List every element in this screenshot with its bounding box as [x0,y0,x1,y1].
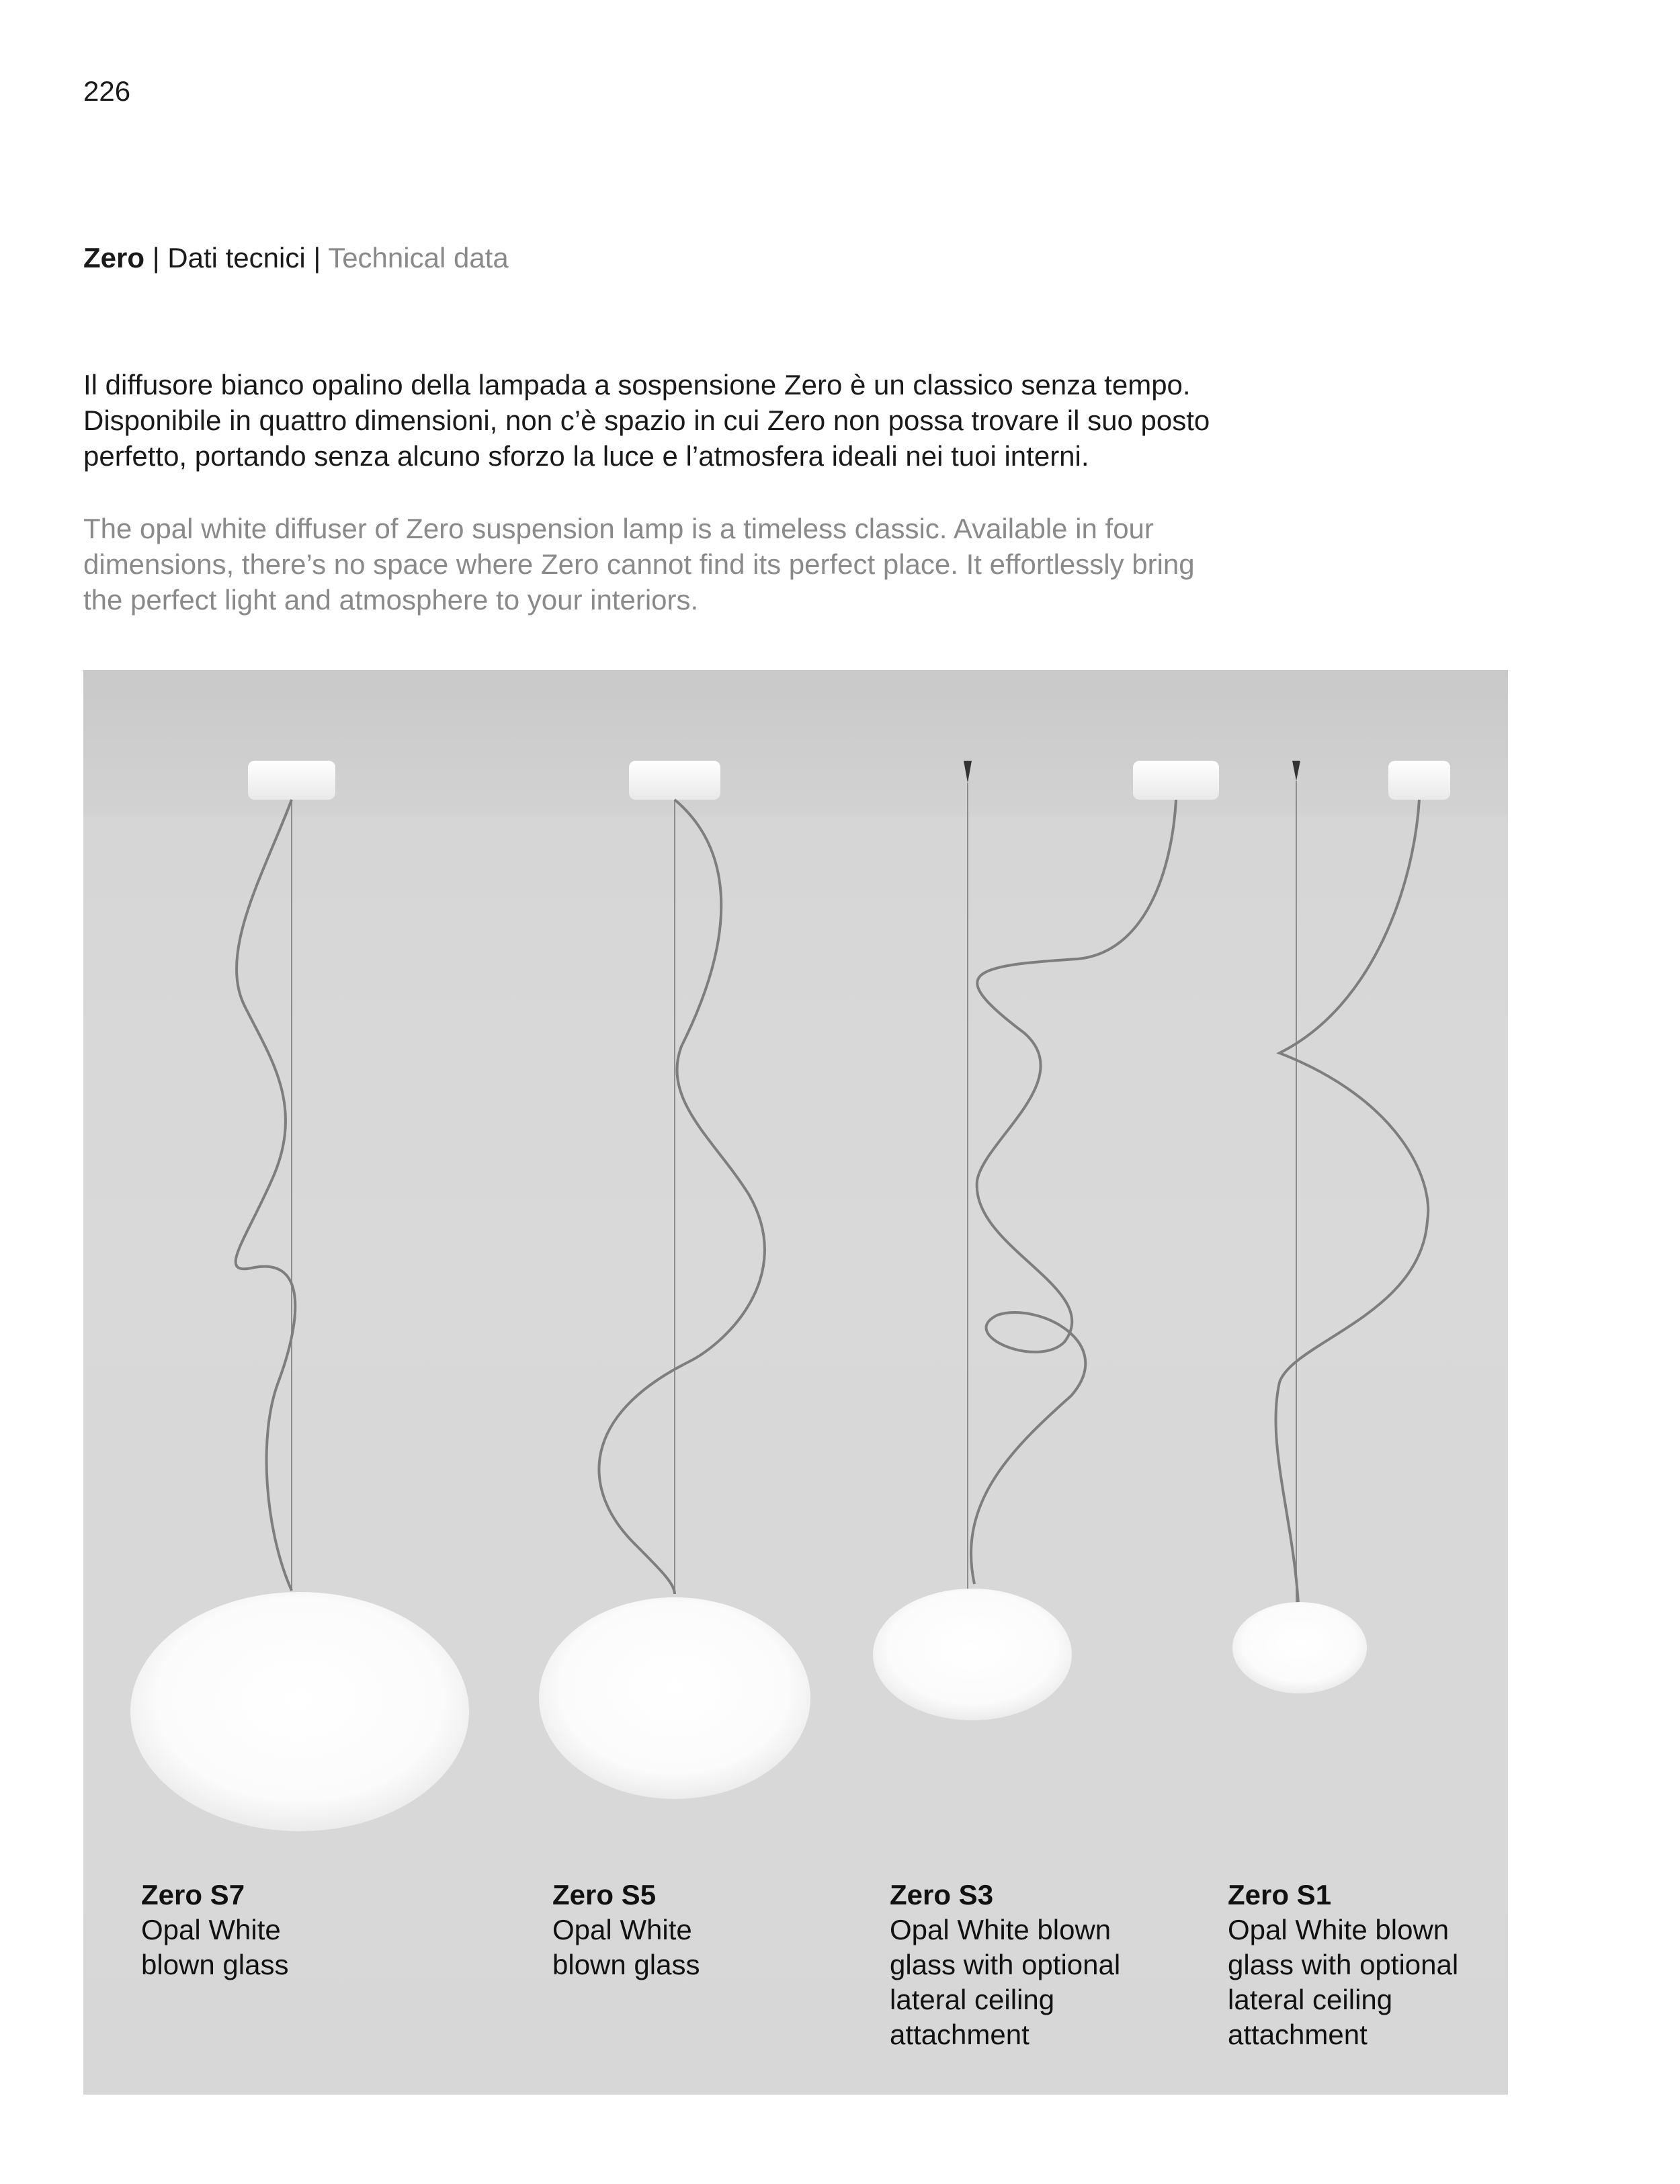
title-italian: Dati tecnici [167,242,306,274]
glass-diffuser [130,1592,469,1831]
lateral-ceiling-attachment [1292,761,1300,781]
power-cable [971,800,1176,1584]
model-name: Zero S7 [141,1879,245,1910]
lamp-zero-s1 [1232,761,1450,1693]
model-name: Zero S3 [890,1879,994,1910]
model-description: Opal White blown glass with optional lateral ceiling attachment [890,1914,1121,2050]
power-cable [1275,800,1428,1604]
glass-diffuser [1232,1602,1367,1693]
model-description: Opal White blown glass [552,1914,700,1980]
model-name: Zero S5 [552,1879,657,1910]
caption-zero-s7 [141,1878,316,1982]
power-cable [236,800,296,1591]
page-number: 226 [83,75,131,107]
lateral-ceiling-attachment [964,761,972,783]
caption-zero-s5 [552,1878,727,1982]
power-cable [599,800,764,1594]
title-english: Technical data [328,242,509,274]
product-photo [83,670,1508,2095]
title-separator: | [152,242,160,274]
model-name: Zero S1 [1228,1879,1332,1910]
section-title [83,242,509,274]
ceiling-canopy [1133,761,1219,800]
glass-diffuser [539,1597,810,1799]
lamp-zero-s3 [873,761,1219,1720]
lamp-zero-s7 [130,761,469,1831]
ceiling-canopy [248,761,335,800]
intro-english: The opal white diffuser of Zero suspension lamp is a timeless classic. Available in four dimensions, there’s no space where Zero cannot find its perfect place. It effortlessly bring the perfect light and atmosphere to your interiors. [83,513,1195,616]
lamp-zero-s5 [539,761,810,1799]
ceiling-canopy [629,761,720,800]
caption-zero-s3 [890,1878,1159,2052]
product-name: Zero [83,242,145,274]
glass-diffuser [873,1589,1072,1720]
ceiling-canopy [1388,761,1450,800]
title-separator: | [313,242,321,274]
caption-zero-s1 [1228,1878,1497,2052]
intro-italian: Il diffusore bianco opalino della lampada a sospensione Zero è un classico senza tempo. Disponibile in quattro dimensioni, non c’è spazio in cui Zero non possa trovare il suo posto perfetto, portando senza alcuno sforzo la luce e l’atmosfera ideali nei tuoi interni. [83,369,1210,472]
model-description: Opal White blown glass [141,1914,289,1980]
model-description: Opal White blown glass with optional lateral ceiling attachment [1228,1914,1459,2050]
